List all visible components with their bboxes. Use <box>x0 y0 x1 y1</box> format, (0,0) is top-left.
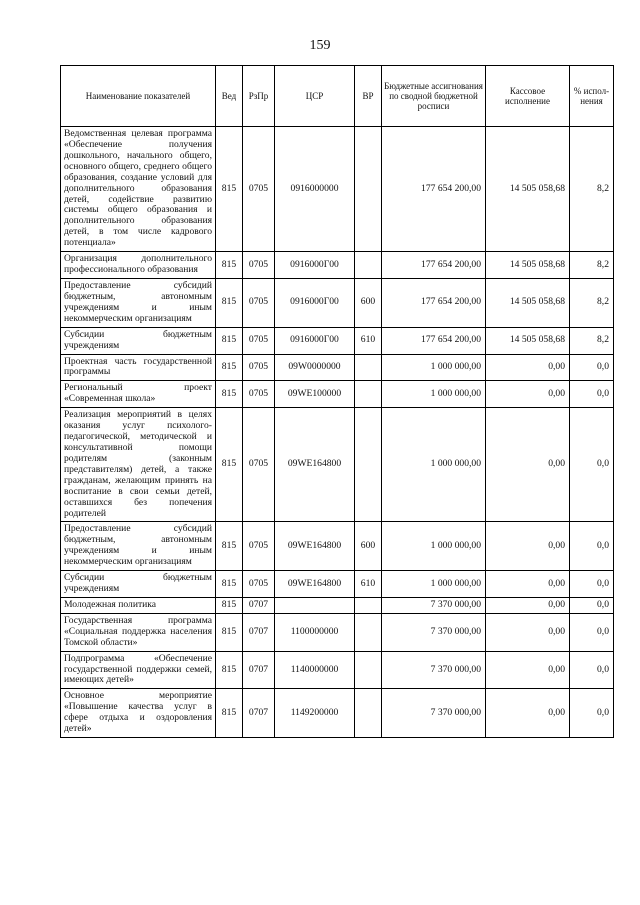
cell-vr <box>355 252 382 279</box>
cell-cash: 0,00 <box>486 613 570 651</box>
cell-vr: 610 <box>355 571 382 598</box>
cell-vr <box>355 354 382 381</box>
header-vr: ВР <box>355 66 382 127</box>
header-csr: ЦСР <box>275 66 355 127</box>
cell-budget: 7 370 000,00 <box>382 651 486 689</box>
table-row <box>61 522 614 571</box>
table-row <box>61 571 614 598</box>
cell-vr <box>355 597 382 613</box>
cell-cash: 0,00 <box>486 689 570 738</box>
cell-ved: 815 <box>216 127 243 252</box>
cell-pct: 0,0 <box>570 354 614 381</box>
cell-rzpr: 0705 <box>243 354 275 381</box>
cell-rzpr: 0707 <box>243 689 275 738</box>
table-row <box>61 354 614 381</box>
table-header-row <box>61 66 614 127</box>
table-row <box>61 327 614 354</box>
cell-pct: 0,0 <box>570 522 614 571</box>
cell-cash: 0,00 <box>486 597 570 613</box>
cell-name: Основное мероприятие «Повышение качества услуг в сфере отдыха и оздоровления детей» <box>61 689 216 738</box>
cell-budget: 1 000 000,00 <box>382 522 486 571</box>
cell-csr: 09WE164800 <box>275 571 355 598</box>
cell-vr <box>355 689 382 738</box>
cell-budget: 1 000 000,00 <box>382 354 486 381</box>
table-row <box>61 252 614 279</box>
cell-name: Организация дополнительного профессионального образования <box>61 252 216 279</box>
cell-csr: 0916000Г00 <box>275 278 355 327</box>
cell-rzpr: 0705 <box>243 127 275 252</box>
cell-vr <box>355 651 382 689</box>
cell-ved: 815 <box>216 408 243 522</box>
cell-name: Молодежная политика <box>61 597 216 613</box>
cell-csr: 0916000Г00 <box>275 252 355 279</box>
cell-pct: 0,0 <box>570 597 614 613</box>
cell-cash: 14 505 058,68 <box>486 278 570 327</box>
cell-pct: 0,0 <box>570 381 614 408</box>
cell-ved: 815 <box>216 278 243 327</box>
cell-csr: 1140000000 <box>275 651 355 689</box>
table-row <box>61 689 614 738</box>
table-row <box>61 651 614 689</box>
cell-ved: 815 <box>216 522 243 571</box>
cell-pct: 0,0 <box>570 408 614 522</box>
cell-budget: 177 654 200,00 <box>382 278 486 327</box>
cell-rzpr: 0707 <box>243 651 275 689</box>
cell-cash: 0,00 <box>486 651 570 689</box>
cell-csr: 09W0000000 <box>275 354 355 381</box>
cell-csr: 09WE164800 <box>275 522 355 571</box>
cell-name: Государственная программа «Социальная поддержка населения Томской области» <box>61 613 216 651</box>
cell-vr <box>355 613 382 651</box>
table-row <box>61 278 614 327</box>
cell-vr: 600 <box>355 278 382 327</box>
cell-name: Субсидии бюджетным учреждениям <box>61 571 216 598</box>
cell-pct: 8,2 <box>570 252 614 279</box>
cell-name: Предоставление субсидий бюджетным, автономным учреждениям и иным некоммерческим организациям <box>61 278 216 327</box>
cell-name: Подпрограмма «Обеспечение государственной поддержки семей, имеющих детей» <box>61 651 216 689</box>
header-budget: Бюджетные ассигнования по сводной бюджетной росписи <box>382 66 486 127</box>
cell-vr <box>355 408 382 522</box>
cell-ved: 815 <box>216 689 243 738</box>
cell-budget: 177 654 200,00 <box>382 327 486 354</box>
table-row <box>61 381 614 408</box>
cell-budget: 7 370 000,00 <box>382 613 486 651</box>
cell-csr: 1100000000 <box>275 613 355 651</box>
cell-vr <box>355 127 382 252</box>
cell-cash: 0,00 <box>486 381 570 408</box>
cell-name: Предоставление субсидий бюджетным, автономным учреждениям и иным некоммерческим организациям <box>61 522 216 571</box>
cell-rzpr: 0707 <box>243 597 275 613</box>
table-row <box>61 597 614 613</box>
cell-name: Ведомственная целевая программа «Обеспечение получения дошкольного, начального общего, основного общего, среднего общего образования, создание условий для дополнительного образования детей, содействие развитию системы общего образования и дополнительного образования детей, в том числе кадрового потенциала» <box>61 127 216 252</box>
cell-cash: 0,00 <box>486 522 570 571</box>
cell-pct: 8,2 <box>570 127 614 252</box>
table-row <box>61 127 614 252</box>
cell-name: Региональный проект «Современная школа» <box>61 381 216 408</box>
cell-pct: 0,0 <box>570 651 614 689</box>
header-pct: % испол-нения <box>570 66 614 127</box>
cell-ved: 815 <box>216 571 243 598</box>
cell-cash: 14 505 058,68 <box>486 252 570 279</box>
cell-rzpr: 0705 <box>243 327 275 354</box>
cell-ved: 815 <box>216 613 243 651</box>
cell-name: Проектная часть государственной программы <box>61 354 216 381</box>
cell-pct: 0,0 <box>570 689 614 738</box>
header-rzpr: РзПр <box>243 66 275 127</box>
cell-cash: 0,00 <box>486 408 570 522</box>
cell-budget: 1 000 000,00 <box>382 381 486 408</box>
cell-cash: 14 505 058,68 <box>486 327 570 354</box>
cell-budget: 7 370 000,00 <box>382 689 486 738</box>
cell-name: Реализация мероприятий в целях оказания услуг психолого-педагогической, методической и консультативной помощи родителям (законным представителям) детей, а также гражданам, желающим принять на воспитание в свои семьи детей, оставшихся без попечения родителей <box>61 408 216 522</box>
cell-budget: 7 370 000,00 <box>382 597 486 613</box>
cell-csr: 09WE164800 <box>275 408 355 522</box>
cell-rzpr: 0705 <box>243 381 275 408</box>
cell-budget: 177 654 200,00 <box>382 127 486 252</box>
table-row <box>61 408 614 522</box>
header-ved: Вед <box>216 66 243 127</box>
table-row <box>61 613 614 651</box>
cell-name: Субсидии бюджетным учреждениям <box>61 327 216 354</box>
cell-csr: 1149200000 <box>275 689 355 738</box>
cell-ved: 815 <box>216 252 243 279</box>
cell-rzpr: 0705 <box>243 408 275 522</box>
cell-rzpr: 0705 <box>243 571 275 598</box>
cell-ved: 815 <box>216 381 243 408</box>
cell-rzpr: 0705 <box>243 252 275 279</box>
cell-rzpr: 0705 <box>243 278 275 327</box>
cell-csr: 09WE100000 <box>275 381 355 408</box>
page-number: 159 <box>309 38 331 53</box>
cell-csr: 0916000Г00 <box>275 327 355 354</box>
cell-ved: 815 <box>216 651 243 689</box>
cell-rzpr: 0705 <box>243 522 275 571</box>
cell-pct: 8,2 <box>570 327 614 354</box>
cell-ved: 815 <box>216 597 243 613</box>
cell-vr: 610 <box>355 327 382 354</box>
cell-ved: 815 <box>216 354 243 381</box>
cell-rzpr: 0707 <box>243 613 275 651</box>
cell-cash: 0,00 <box>486 571 570 598</box>
cell-csr: 0916000000 <box>275 127 355 252</box>
cell-budget: 1 000 000,00 <box>382 408 486 522</box>
cell-cash: 0,00 <box>486 354 570 381</box>
cell-ved: 815 <box>216 327 243 354</box>
cell-cash: 14 505 058,68 <box>486 127 570 252</box>
budget-table <box>60 65 614 738</box>
cell-vr <box>355 381 382 408</box>
cell-pct: 0,0 <box>570 613 614 651</box>
cell-budget: 1 000 000,00 <box>382 571 486 598</box>
cell-csr <box>275 597 355 613</box>
header-name: Наименование показателей <box>61 66 216 127</box>
cell-pct: 0,0 <box>570 571 614 598</box>
cell-budget: 177 654 200,00 <box>382 252 486 279</box>
cell-pct: 8,2 <box>570 278 614 327</box>
cell-vr: 600 <box>355 522 382 571</box>
header-cash: Кассовое исполнение <box>486 66 570 127</box>
